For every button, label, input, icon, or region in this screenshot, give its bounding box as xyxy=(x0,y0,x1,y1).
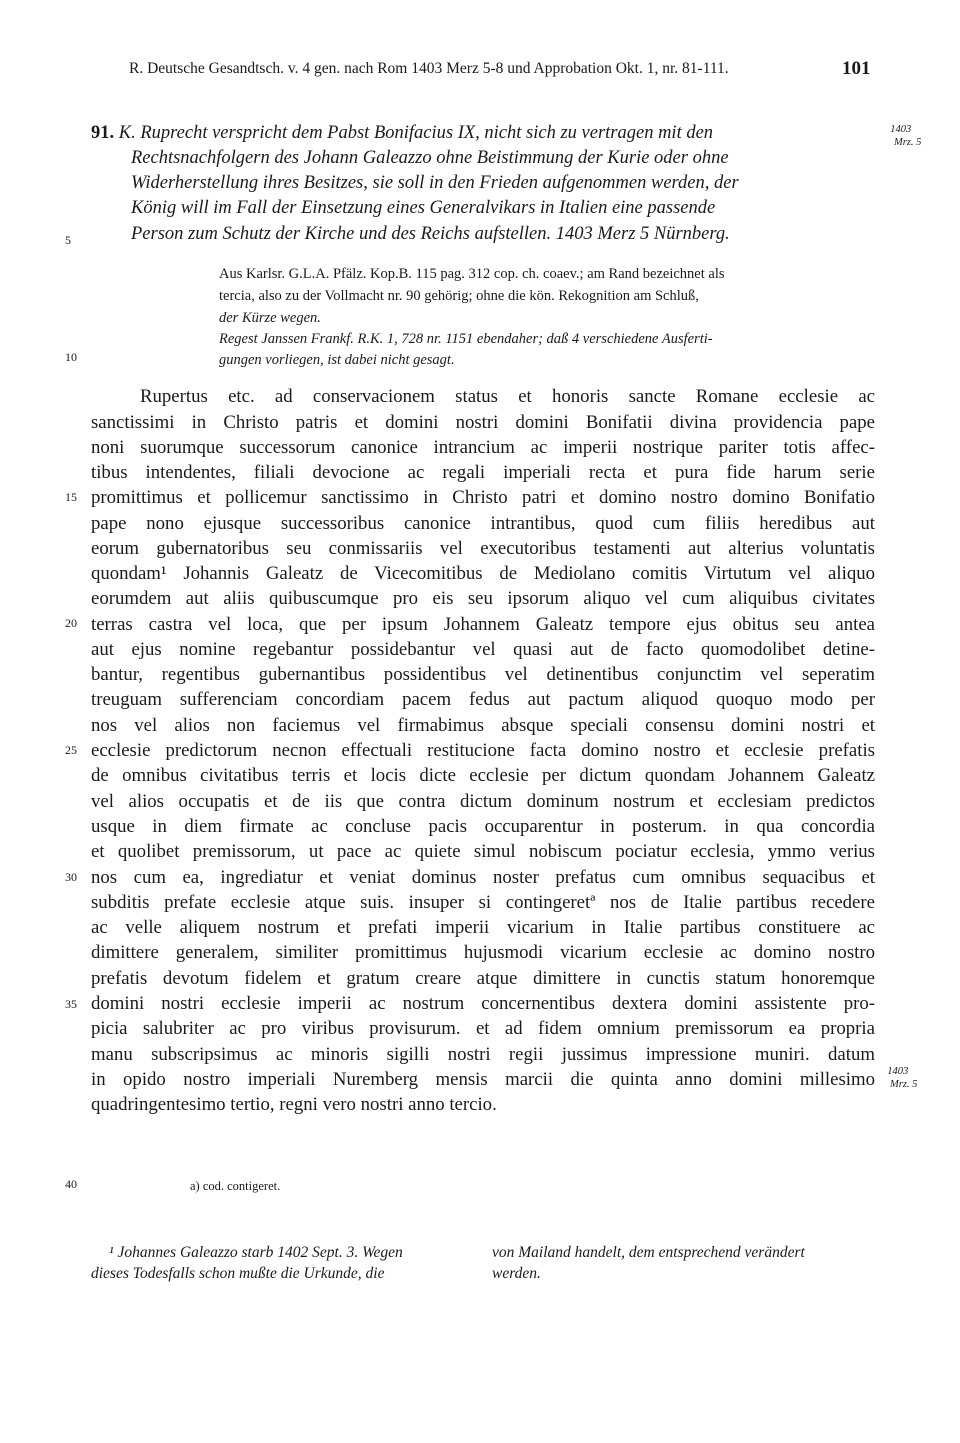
body-line: bantur, regentibus gubernantibus possidentibus vel detinentibus conjunctim vel seperatim xyxy=(91,664,875,685)
body-line: eorum gubernatoribus seu conmissariis vel executoribus testamenti aut alterius voluntatis xyxy=(91,538,875,559)
regest-line xyxy=(91,121,874,145)
running-head: R. Deutsche Gesandtsch. v. 4 gen. nach Rom 1403 Merz 5-8 und Approbation Okt. 1, nr. 81-111. xyxy=(129,60,729,77)
body-line: vel alios occupatis et de iis que contra dictum dominum nostrum et ecclesiam predictos xyxy=(91,791,875,812)
body-line: sanctissimi in Christo patris et domini nostri domini Bonifatii divina providencia pape xyxy=(91,412,875,433)
margin-day: Mrz. 5 xyxy=(894,137,922,148)
margin-date-note xyxy=(878,1065,917,1091)
body-line: domini nostri ecclesie imperii ac nostrum concernentibus dextera domini assistente pro- xyxy=(91,993,875,1014)
body-line: Rupertus etc. ad conservacionem status et honoris sancte Romane ecclesie ac xyxy=(140,386,875,407)
regest-number: 91. xyxy=(91,123,115,143)
body-line: ecclesie predictorum necnon effectuali restitucione facta domino nostro et ecclesie prefatis xyxy=(91,740,875,761)
line-number: 40 xyxy=(65,1177,77,1191)
regest-line: Person zum Schutz der Kirche und des Reichs aufstellen. 1403 Merz 5 Nürnberg. xyxy=(131,224,730,244)
margin-day: Mrz. 5 xyxy=(890,1079,918,1090)
body-line: quondam¹ Johannis Galeatz de Vicecomitibus de Mediolano comitis Virtutum vel aliquo xyxy=(91,563,875,584)
body-line: promittimus et pollicemur sanctissimo in Christo patri et domino nostro domino Bonifatio xyxy=(91,487,875,508)
body-line: eorumdem aut aliis quibuscumque pro eis seu ipsorum aliquo vel cum aliquibus civitates xyxy=(91,588,875,609)
footnote-line: ¹ Johannes Galeazzo starb 1402 Sept. 3. Wegen xyxy=(109,1244,403,1261)
line-number: 30 xyxy=(65,870,77,884)
body-line: noni suorumque successorum canonice intrancium ac imperii nostrique pariter totis affec- xyxy=(91,437,875,458)
margin-year: 1403 xyxy=(890,124,912,135)
regest-line: König will im Fall der Einsetzung eines Generalvikars in Italien eine passende xyxy=(131,198,716,218)
source-line: Aus Karlsr. G.L.A. Pfälz. Kop.B. 115 pag. 312 cop. ch. coaev.; am Rand bezeichnet als xyxy=(219,266,725,282)
margin-date-note xyxy=(880,123,921,149)
footnote-left-column xyxy=(91,1242,471,1284)
line-number: 15 xyxy=(65,490,77,504)
regest-line: Rechtsnachfolgern des Johann Galeazzo ohne Beistimmung der Kurie oder ohne xyxy=(131,148,729,168)
body-line: manu subscripsimus ac minoris sigilli nostri regii jussimus impressione muniri. datum xyxy=(91,1044,875,1065)
body-line: subditis prefate ecclesie atque suis. insuper si contingeretª nos de Italie partibus recedere xyxy=(91,892,875,913)
source-line: der Kürze wegen. xyxy=(219,310,321,326)
body-line: nos vel alios non faciemus vel firmabimus absque speciali consensu domini nostri et xyxy=(91,715,875,736)
line-number: 35 xyxy=(65,997,77,1011)
footnote-right-column xyxy=(492,1242,805,1284)
regest-line-text: K. Ruprecht verspricht dem Pabst Bonifacius IX, nicht sich zu vertragen mit den xyxy=(118,123,714,143)
body-line: nos cum ea, ingrediatur et veniat dominus noster prefatus cum omnibus sequacibus et xyxy=(91,867,875,888)
body-line: terras castra vel loca, que per ipsum Johannem Galeatz tempore ejus obitus seu antea xyxy=(91,614,875,635)
page-number: 101 xyxy=(842,58,871,79)
footnote-line: von Mailand handelt, dem entsprechend verändert xyxy=(492,1244,805,1261)
body-line: pape nono ejusque successoribus canonice intrantibus, quod cum filiis heredibus aut xyxy=(91,513,875,534)
body-line: de omnibus civitatibus terris et locis dicte ecclesie per dictum quondam Johannem Galeatz xyxy=(91,765,875,786)
source-line: gungen vorliegen, ist dabei nicht gesagt. xyxy=(219,352,455,368)
line-number: 20 xyxy=(65,616,77,630)
line-number: 5 xyxy=(65,233,71,247)
body-line: tibus intendentes, filiali devocione ac regali imperiali recta et pura fide harum serie xyxy=(91,462,875,483)
footnote-line: dieses Todesfalls schon mußte die Urkunde, die xyxy=(91,1265,385,1282)
body-line: dimittere generalem, similiter promittimus hujusmodi vicarium ecclesie ac domino nostro xyxy=(91,942,875,963)
line-number: 10 xyxy=(65,350,77,364)
source-line: tercia, also zu der Vollmacht nr. 90 gehörig; ohne die kön. Rekognition am Schluß, xyxy=(219,288,699,304)
variant-note: a) cod. contigeret. xyxy=(190,1179,281,1193)
body-line: treuguam sufferenciam concordiam pacem fedus aut pactum aliquod quoquo modo per xyxy=(91,689,875,710)
source-line: Regest Janssen Frankf. R.K. 1, 728 nr. 1151 ebendaher; daß 4 verschiedene Ausferti- xyxy=(219,331,713,347)
regest-line: Widerherstellung ihres Besitzes, sie soll in den Frieden aufgenommen werden, der xyxy=(131,173,739,193)
footnote-line: werden. xyxy=(492,1265,541,1282)
margin-year: 1403 xyxy=(887,1066,909,1077)
line-number: 25 xyxy=(65,743,77,757)
body-line: in opido nostro imperiali Nuremberg mensis marcii die quinta anno domini millesimo xyxy=(91,1069,875,1090)
body-line: usque in diem firmate ac concluse pacis occuparentur in posterum. in qua concordia xyxy=(91,816,875,837)
body-line: quadringentesimo tertio, regni vero nostri anno tercio. xyxy=(91,1094,497,1115)
body-line: picia salubriter ac pro viribus provisurum. et ad fidem omnium premissorum ea propria xyxy=(91,1018,875,1039)
body-line: prefatis devotum fidelem et gratum creare atque dimittere in cunctis statum honoremque xyxy=(91,968,875,989)
body-line: ac velle aliquem nostrum et prefati imperii vicarium in Italie partibus constituere ac xyxy=(91,917,875,938)
body-line: et quolibet premissorum, ut pace ac quiete simul nobiscum pociatur ecclesia, ymmo verius xyxy=(91,841,875,862)
body-line: aut ejus nomine regebantur possidebantur vel quasi aut de facto quomodolibet detine- xyxy=(91,639,875,660)
